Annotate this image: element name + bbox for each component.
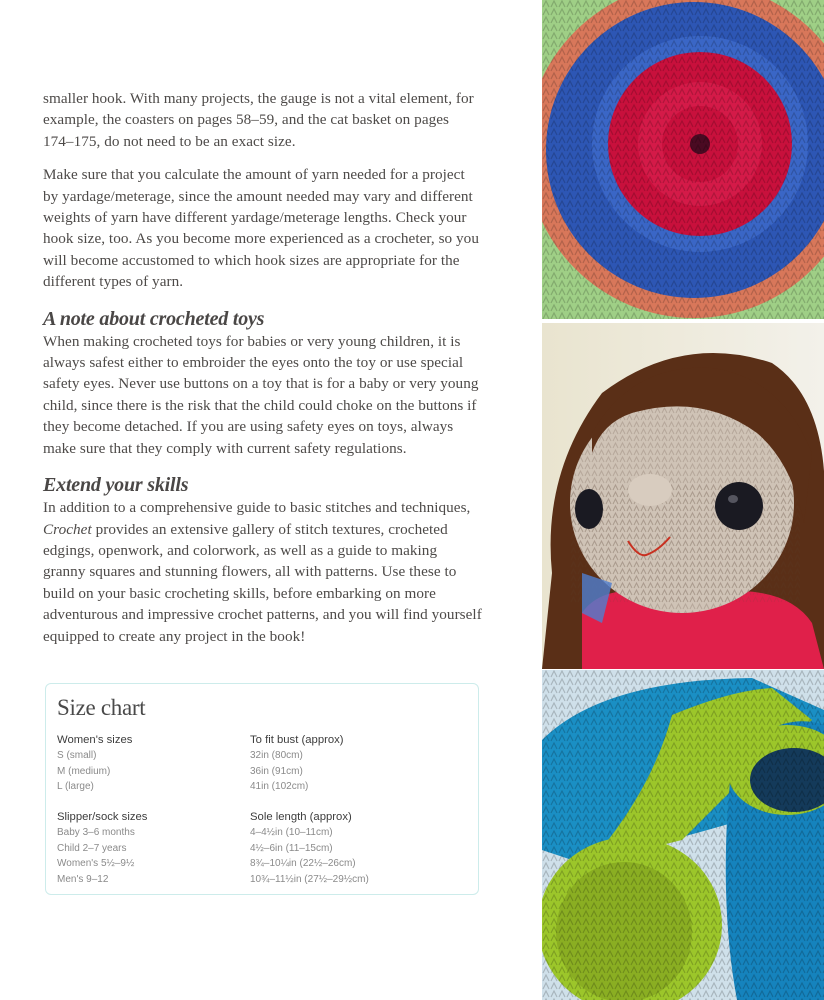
bust-row: 32in (80cm) — [250, 750, 303, 761]
photo-crochet-doll — [542, 323, 824, 669]
photo-crochet-circle-motif — [542, 0, 824, 319]
bust-header: To fit bust (approx) — [250, 734, 344, 746]
sole-length-row: 8¾–10¼in (22½–26cm) — [250, 858, 356, 869]
sole-length-row: 10¾–11½in (27½–29½cm) — [250, 873, 369, 885]
bust-row: 36in (91cm) — [250, 765, 303, 777]
womens-sizes-header: Women's sizes — [57, 734, 133, 746]
slipper-size-row: Men's 9–12 — [57, 873, 109, 885]
womens-sizes-column — [57, 732, 132, 795]
size-chart-title: Size chart — [57, 695, 146, 720]
skills-text-rest: provides an extensive gallery of stitch textures, crocheted edgings, openwork, and colorwork, as well as a guide to making granny squares and stunning flowers, all with patterns. Use these to build on your basic crocheting skills, before embarking on more adventurous and impressive crochet patterns, and you will find yourself equipped to create any project in the book! — [43, 520, 482, 645]
skills-text-start: In addition to a comprehensive guide to basic stitches and techniques, — [43, 499, 471, 517]
slipper-size-row: Baby 3–6 months — [57, 827, 135, 838]
womens-size-row: M (medium) — [57, 765, 111, 777]
slipper-sizes-column — [57, 809, 147, 887]
sole-length-row: 4–4½in (10–11cm) — [250, 827, 333, 838]
sole-length-column — [250, 809, 369, 887]
womens-size-row: S (small) — [57, 750, 97, 761]
intro-paragraph-1: smaller hook. With many projects, the gauge is not a vital element, for example, the coasters on pages 58–59, and the cat basket on pages 174–175, do not need to be an exact size. — [43, 90, 474, 150]
slipper-sizes-header: Slipper/sock sizes — [57, 811, 148, 823]
photo-crochet-baskets — [542, 670, 824, 1000]
slipper-size-row: Child 2–7 years — [57, 842, 127, 854]
womens-size-row: L (large) — [57, 781, 94, 792]
sole-length-row: 4½–6in (11–15cm) — [250, 842, 333, 854]
bust-row: 41in (102cm) — [250, 781, 309, 792]
intro-paragraph-2: Make sure that you calculate the amount of yarn needed for a project by yardage/meterage, since the amount needed may vary and different weights of yarn have different yardage/meterage lengths. Check your hook size, too. As you become more experienced as a crocheter, so you will become accustomed to which hook sizes are appropriate for the different types of yarn. — [43, 166, 479, 291]
slipper-size-row: Women's 5½–9½ — [57, 858, 135, 869]
size-chart-box — [45, 683, 479, 895]
bust-column — [250, 732, 344, 795]
book-title: Crochet — [43, 520, 92, 538]
skills-heading: Extend your skills — [43, 474, 189, 497]
toys-heading: A note about crocheted toys — [43, 307, 265, 330]
sole-length-header: Sole length (approx) — [250, 811, 352, 823]
skills-paragraph — [43, 497, 483, 647]
main-text-column — [43, 88, 483, 659]
toys-paragraph: When making crocheted toys for babies or very young children, it is always safest either to embroider the eyes onto the toy or use special safety eyes. Never use buttons on a toy that is for a baby or very young child, since there is the risk that the child could choke on the buttons if they become detached. If you are using safety eyes on toys, always make sure that they comply with current safety regulations. — [43, 332, 479, 457]
